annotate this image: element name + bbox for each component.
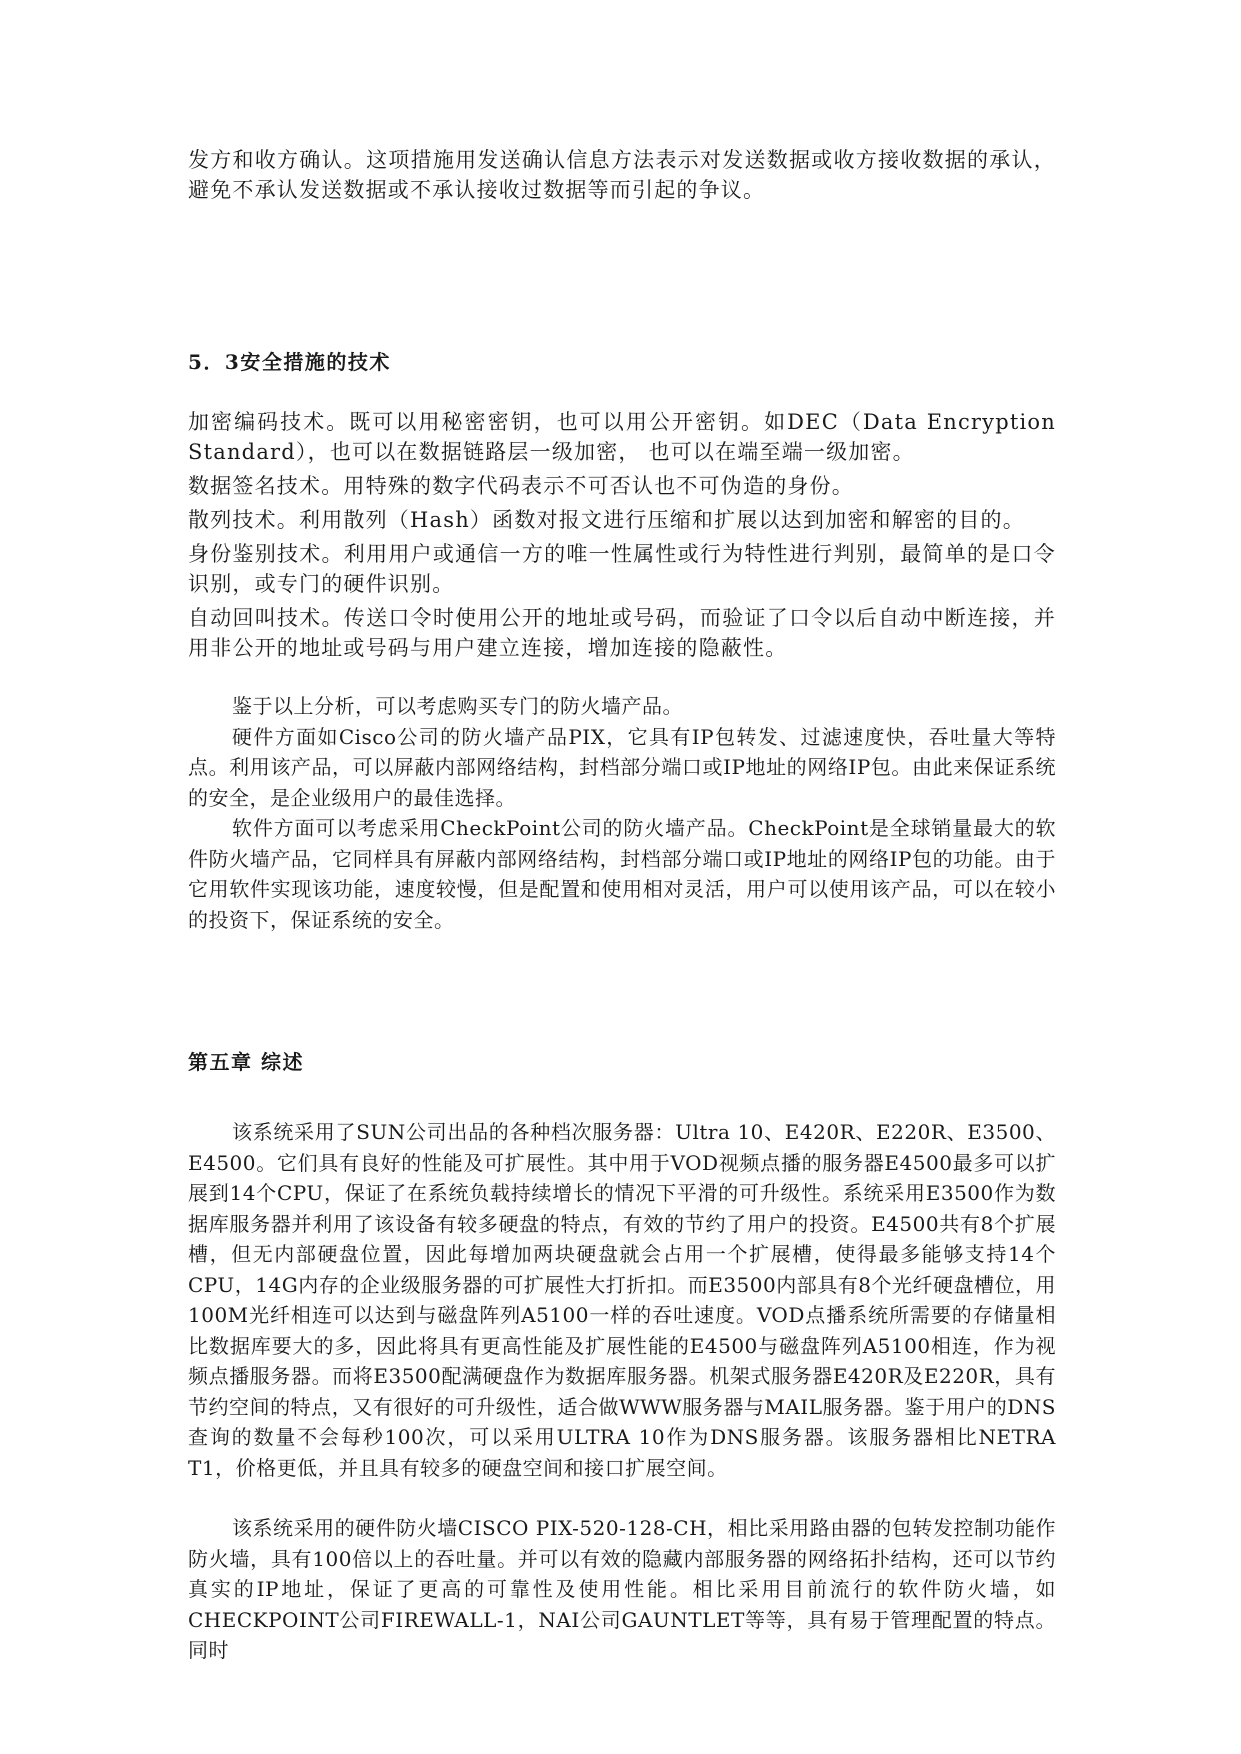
analysis-hardware: 硬件方面如Cisco公司的防火墙产品PIX，它具有IP包转发、过滤速度快，吞吐量大等特点。利用该产品，可以屏蔽内部网络结构，封档部分端口或IP地址的网络IP包。由此来保证系统的安全，是企业级用户的最佳选择。 (188, 724, 1056, 810)
section-heading-5-3: 5．3安全措施的技术 (188, 350, 391, 374)
chapter-paragraph-servers: 该系统采用了SUN公司出品的各种档次服务器：Ultra 10、E420R、E220R、E3500、E4500。它们具有良好的性能及可扩展性。其中用于VOD视频点播的服务器E4500最多可以扩展到14个CPU，保证了在系统负载持续增长的情况下平滑的可升级性。系统采用E3500作为数据库服务器并利用了该设备有较多硬盘的特点，有效的节约了用户的投资。E4500共有8个扩展槽，但无内部硬盘位置，因此每增加两块硬盘就会占用一个扩展槽，使得最多能够支持14个CPU，14G内存的企业级服务器的可扩展性大打折扣。而E3500内部具有8个光纤硬盘槽位，用100M光纤相连可以达到与磁盘阵列A5100一样的吞吐速度。VOD点播系统所需要的存储量相比数据库要大的多，因此将具有更高性能及扩展性能的E4500与磁盘阵列A5100相连，作为视频点播服务器。而将E3500配满硬盘作为数据库服务器。机架式服务器E420R及E220R，具有节约空间的特点，又有很好的可升级性，适合做WWW服务器与MAIL服务器。鉴于用户的DNS查询的数量不会每秒100次，可以采用ULTRA 10作为DNS服务器。该服务器相比NETRA T1，价格更低，并且具有较多的硬盘空间和接口扩展空间。 (188, 1120, 1056, 1480)
analysis-software: 软件方面可以考虑采用CheckPoint公司的防火墙产品。CheckPoint是全球销量最大的软件防火墙产品，它同样具有屏蔽内部网络结构，封档部分端口或IP地址的网络IP包的功能。由于它用软件实现该功能，速度较慢，但是配置和使用相对灵活，用户可以使用该产品，可以在较小的投资下，保证系统的安全。 (188, 816, 1056, 932)
technique-authentication: 身份鉴别技术。利用用户或通信一方的唯一性属性或行为特性进行判别，最简单的是口令识别，或专门的硬件识别。 (188, 542, 1056, 596)
chapter-paragraph-firewall: 该系统采用的硬件防火墙CISCO PIX-520-128-CH，相比采用路由器的包转发控制功能作防火墙，具有100倍以上的吞吐量。并可以有效的隐藏内部服务器的网络拓扑结构，还可以节约真实的IP地址，保证了更高的可靠性及使用性能。相比采用目前流行的软件防火墙，如CHECKPOINT公司FIREWALL-1，NAI公司GAUNTLET等等，具有易于管理配置的特点。同时 (188, 1516, 1056, 1662)
intro-paragraph: 发方和收方确认。这项措施用发送确认信息方法表示对发送数据或收方接收数据的承认，避免不承认发送数据或不承认接收过数据等而引起的争议。 (188, 148, 1056, 202)
analysis-summary: 鉴于以上分析，可以考虑购买专门的防火墙产品。 (232, 694, 683, 718)
technique-callback: 自动回叫技术。传送口令时使用公开的地址或号码，而验证了口令以后自动中断连接，并用非公开的地址或号码与用户建立连接，增加连接的隐蔽性。 (188, 606, 1056, 660)
technique-signature: 数据签名技术。用特殊的数字代码表示不可否认也不可伪造的身份。 (188, 474, 854, 498)
technique-hash: 散列技术。利用散列（Hash）函数对报文进行压缩和扩展以达到加密和解密的目的。 (188, 508, 1025, 532)
technique-encryption: 加密编码技术。既可以用秘密密钥，也可以用公开密钥。如DEC（Data Encryption Standard），也可以在数据链路层一级加密， 也可以在端至端一级加密。 (188, 410, 1056, 464)
document-page (188, 145, 1056, 1666)
chapter-heading: 第五章 综述 (188, 1050, 304, 1074)
